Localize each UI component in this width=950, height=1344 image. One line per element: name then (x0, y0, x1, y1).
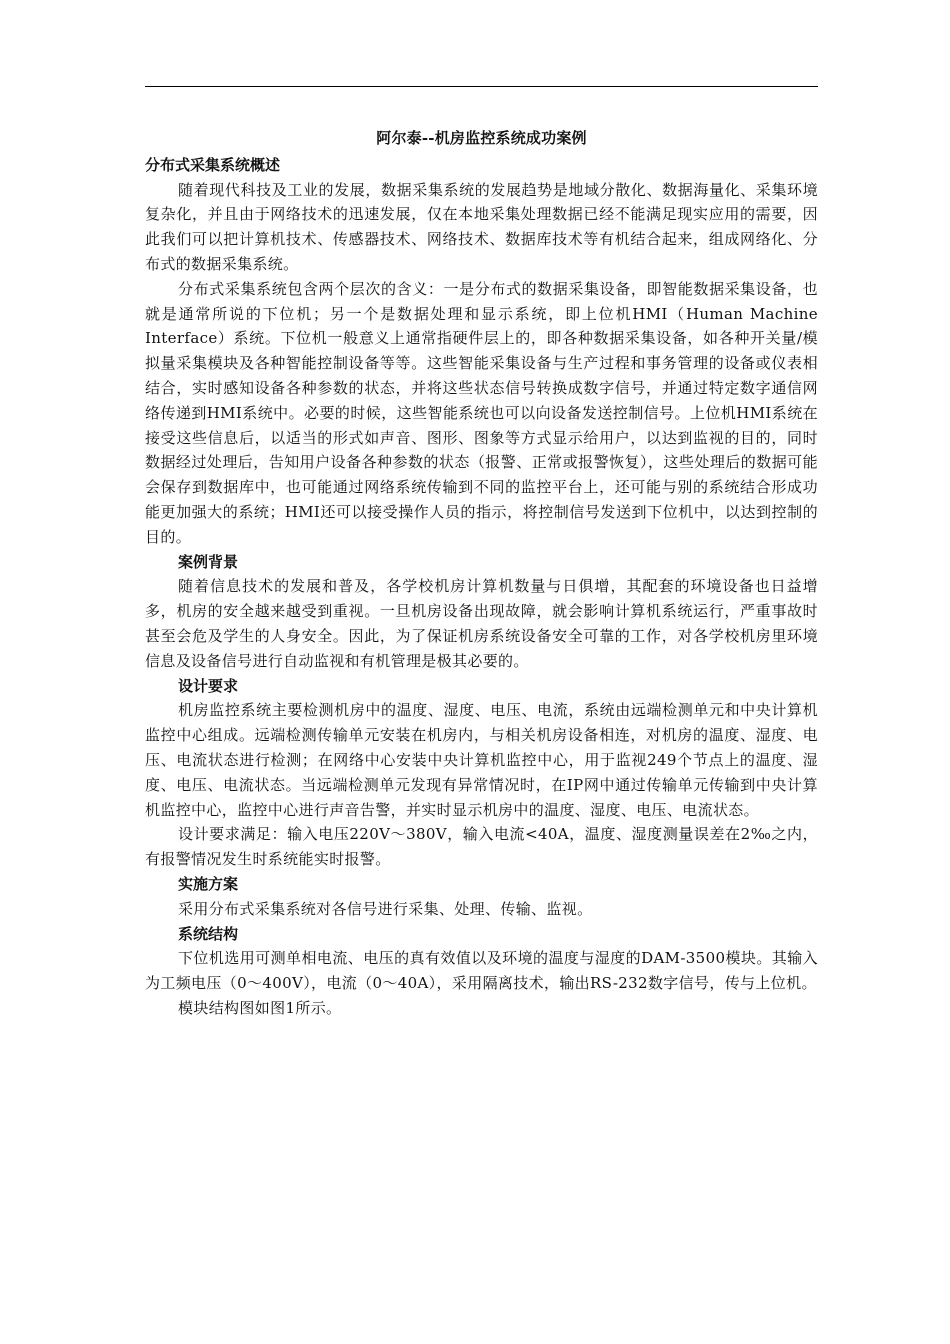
document-body (145, 122, 818, 1021)
heading-plan: 实施方案 (178, 874, 239, 893)
paragraph-background-1: 随着信息技术的发展和普及，各学校机房计算机数量与日俱增，其配套的环境设备也日益增多，机房的安全越来越受到重视。一旦机房设备出现故障，就会影响计算机系统运行，严重事故时甚至会危及学生的人身安全。因此，为了保证机房系统设备安全可靠的工作，对各学校机房里环境信息及设备信号进行自动监视和有机管理是极其必要的。 (145, 577, 818, 670)
paragraph-plan-1: 采用分布式采集系统对各信号进行采集、处理、传输、监视。 (178, 899, 593, 918)
paragraph-requirements-1: 机房监控系统主要检测机房中的温度、湿度、电压、电流，系统由远端检测单元和中央计算机监控中心组成。远端检测传输单元安装在机房内，与相关机房设备相连，对机房的温度、湿度、电压、电流状态进行检测；在网络中心安装中央计算机监控中心，用于监视249个节点上的温度、湿度、电压、电流状态。当远端检测单元发现有异常情况时，在IP网中通过传输单元传输到中央计算机监控中心，监控中心进行声音告警，并实时显示机房中的温度、湿度、电压、电流状态。 (145, 701, 818, 819)
heading-structure: 系统结构 (178, 924, 239, 943)
heading-overview: 分布式采集系统概述 (145, 155, 281, 174)
header-rule (145, 86, 818, 87)
heading-requirements: 设计要求 (178, 676, 239, 695)
paragraph-overview-2: 分布式采集系统包含两个层次的含义：一是分布式的数据采集设备，即智能数据采集设备，也就是通常所说的下位机；另一个是数据处理和显示系统，即上位机HMI（Human Machine Interface）系统。下位机一般意义上通常指硬件层上的，即各种数据采集设备，如各种开关量/模拟量采集模块及各种智能控制设备等等。这些智能采集设备与生产过程和事务管理的设备或仪表相结合，实时感知设备各种参数的状态，并将这些状态信号转换成数字信号，并通过特定数字通信网络传递到HMI系统中。必要的时候，这些智能系统也可以向设备发送控制信号。上位机HMI系统在接受这些信息后，以适当的形式如声音、图形、图象等方式显示给用户，以达到监视的目的，同时数据经过处理后，告知用户设备各种参数的状态（报警、正常或报警恢复），这些处理后的数据可能会保存到数据库中，也可能通过网络系统传输到不同的监控平台上，还可能与别的系统结合形成功能更加强大的系统；HMI还可以接受操作人员的指示，将控制信号发送到下位机中，以达到控制的目的。 (145, 279, 818, 546)
paragraph-structure-2: 模块结构图如图1所示。 (178, 998, 342, 1017)
paragraph-requirements-2: 设计要求满足：输入电压220V～380V，输入电流<40A，温度、湿度测量误差在2‰之内，有报警情况发生时系统能实时报警。 (145, 825, 818, 869)
document-title: 阿尔泰--机房监控系统成功案例 (376, 129, 587, 147)
heading-background: 案例背景 (178, 552, 239, 571)
paragraph-structure-1: 下位机选用可测单相电流、电压的真有效值以及环境的温度与湿度的DAM-3500模块。其输入为工频电压（0～400V），电流（0～40A），采用隔离技术，输出RS-232数字信号，传与上位机。 (145, 949, 818, 993)
paragraph-overview-1: 随着现代科技及工业的发展，数据采集系统的发展趋势是地域分散化、数据海量化、采集环境复杂化，并且由于网络技术的迅速发展，仅在本地采集处理数据已经不能满足现实应用的需要，因此我们可以把计算机技术、传感器技术、网络技术、数据库技术等有机结合起来，组成网络化、分布式的数据采集系统。 (145, 180, 818, 273)
